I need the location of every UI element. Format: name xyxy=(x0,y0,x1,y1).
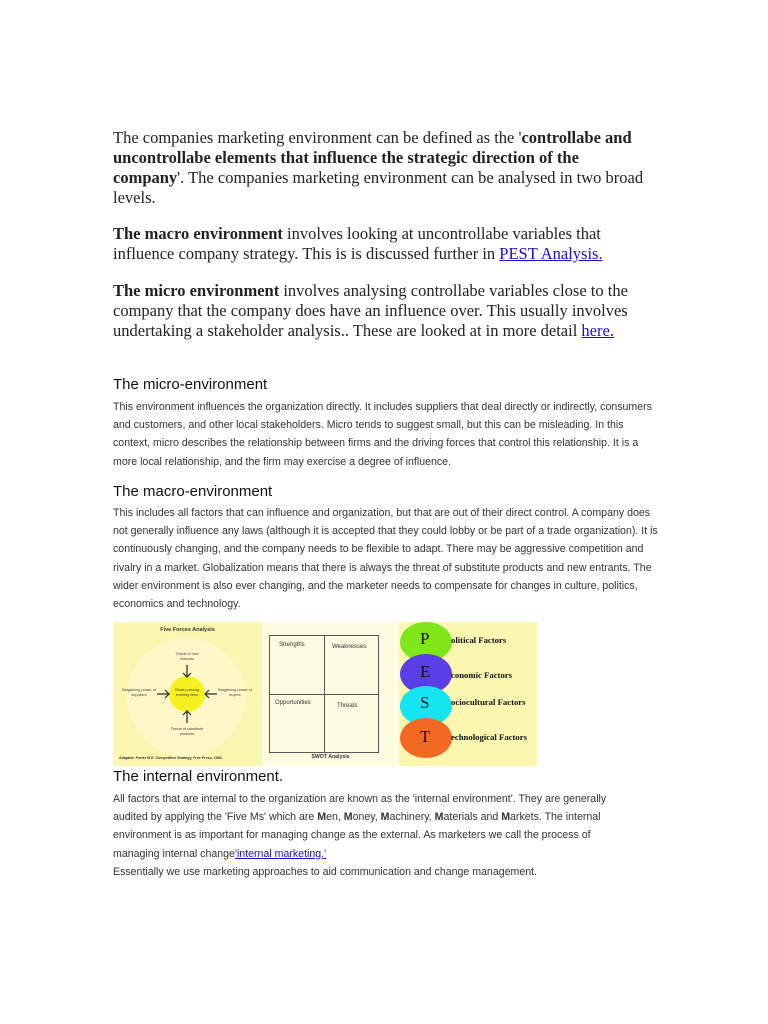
pest-letter-t: T xyxy=(420,727,431,746)
buyer-power-label: Bargaining power of buyers xyxy=(218,688,252,697)
intro-text-end: '. The companies marketing environment can be analysed in two broad levels. xyxy=(113,168,644,207)
here-link[interactable]: here. xyxy=(581,321,614,340)
m-money: M xyxy=(343,811,353,824)
m-men: M xyxy=(317,811,327,824)
m-machinery: M xyxy=(380,811,390,824)
five-ms-intro: audited by applying the 'Five Ms' which are xyxy=(113,811,318,824)
supplier-power-label: Bargaining power of suppliers xyxy=(122,688,156,697)
macro-text: involves looking at uncontrollabe variables that influence company strategy. This is is discussed further in xyxy=(113,224,601,263)
analysis-figure xyxy=(113,622,537,766)
internal-line-1: All factors that are internal to the organization are known as the 'internal environment'. They are generally xyxy=(113,793,607,805)
swot-caption: SWOT Analysis xyxy=(311,754,350,760)
macro-environment-body: This includes all factors that can influence and organization, but that are out of their direct control. A company does not generally influence any laws (although it is accepted that they could lobby or be part of a trade organization). It is continuously changing, and the company needs to be flexible to adapt. There may be aggressive competition and rivalry in a market. Globalization means that there is always the threat of substitute products and new entrants. The wider environment is also ever changing, and the marketer needs to compensate for changes in culture, politics, economics and technology. xyxy=(113,507,658,611)
five-forces-footer: Adapted: Porter M.E. Competitive Strategy, Free Press, 1980. xyxy=(119,756,223,760)
internal-environment-heading: The internal environment. xyxy=(113,768,284,785)
men-rest: en, xyxy=(326,811,344,824)
macro-bold-label: The macro environment xyxy=(113,224,283,243)
internal-marketing-link[interactable]: 'internal marketing.' xyxy=(234,847,327,860)
internal-line-4 xyxy=(113,845,658,863)
threat-substitutes-label: Threat of substitute products xyxy=(170,727,204,736)
rivalry-label: Rivalry among existing firms xyxy=(174,688,200,697)
pest-letter-e: E xyxy=(420,662,431,681)
macro-environment-heading: The macro-environment xyxy=(113,483,273,500)
macro-paragraph xyxy=(113,224,653,264)
swot-divider-horizontal xyxy=(270,694,378,695)
internal-line-3: environment is as important for managing change as the external. As marketers we call the process of xyxy=(113,829,591,842)
m-materials: M xyxy=(434,811,444,824)
micro-paragraph xyxy=(113,281,653,341)
intro-paragraph-1 xyxy=(113,128,653,208)
threat-new-entrants-label: Threat of new entrants xyxy=(175,652,199,661)
swot-strengths: Strengths xyxy=(279,642,305,648)
micro-text: involves analysing controllabe variables close to the company that the company does have an influence over. This usually involves undertaking a stakeholder analysis.. These are looked at in more detail xyxy=(113,281,628,340)
materials-rest: aterials and xyxy=(443,811,502,824)
pest-analysis-link[interactable]: PEST Analysis. xyxy=(499,244,603,263)
pest-political-label: olitical Factors xyxy=(451,635,507,645)
five-forces-arrows xyxy=(113,622,262,766)
m-markets: M xyxy=(501,811,511,824)
swot-panel xyxy=(262,622,399,766)
five-forces-panel xyxy=(113,622,262,766)
internal-line-5: Essentially we use marketing approaches to aid communication and change management. xyxy=(113,865,537,878)
pest-sociocultural-label: ociocultural Factors xyxy=(451,697,526,707)
definition-bold-text: controllabe and uncontrollabe elements that influence the strategic direction of the company xyxy=(113,128,632,187)
pest-panel xyxy=(399,622,537,766)
swot-opportunities: Opportunities xyxy=(275,700,311,706)
money-rest: oney, xyxy=(352,811,381,824)
internal-environment-body xyxy=(113,790,658,881)
micro-bold-label: The micro environment xyxy=(113,281,280,300)
pest-letter-s: S xyxy=(420,693,430,712)
swot-grid xyxy=(269,635,379,753)
pest-technological-label: echnological Factors xyxy=(451,732,527,742)
markets-rest: arkets. The internal xyxy=(510,811,601,824)
pest-economic-label: conomic Factors xyxy=(451,670,513,680)
micro-environment-body: This environment influences the organization directly. It includes suppliers that deal directly or indirectly, consumers and customers, and other local stakeholders. Micro tends to suggest small, but this can be misleading. In this context, micro describes the relationship between firms and the driving forces that control this relationship. It is a more local relationship, and the firm may exercise a degree of influence. xyxy=(113,401,652,468)
micro-environment-heading: The micro-environment xyxy=(113,376,268,393)
five-forces-title: Five Forces Analysis xyxy=(160,627,215,633)
swot-threats: Threats xyxy=(337,703,358,709)
internal-change-text: managing internal change xyxy=(113,847,235,860)
machinery-rest: achinery, xyxy=(389,811,435,824)
pest-letter-p: P xyxy=(420,629,430,648)
swot-weaknesses: Weaknesses xyxy=(332,644,367,650)
internal-line-2 xyxy=(113,808,658,826)
intro-text: The companies marketing environment can be defined as the ' xyxy=(113,128,522,147)
